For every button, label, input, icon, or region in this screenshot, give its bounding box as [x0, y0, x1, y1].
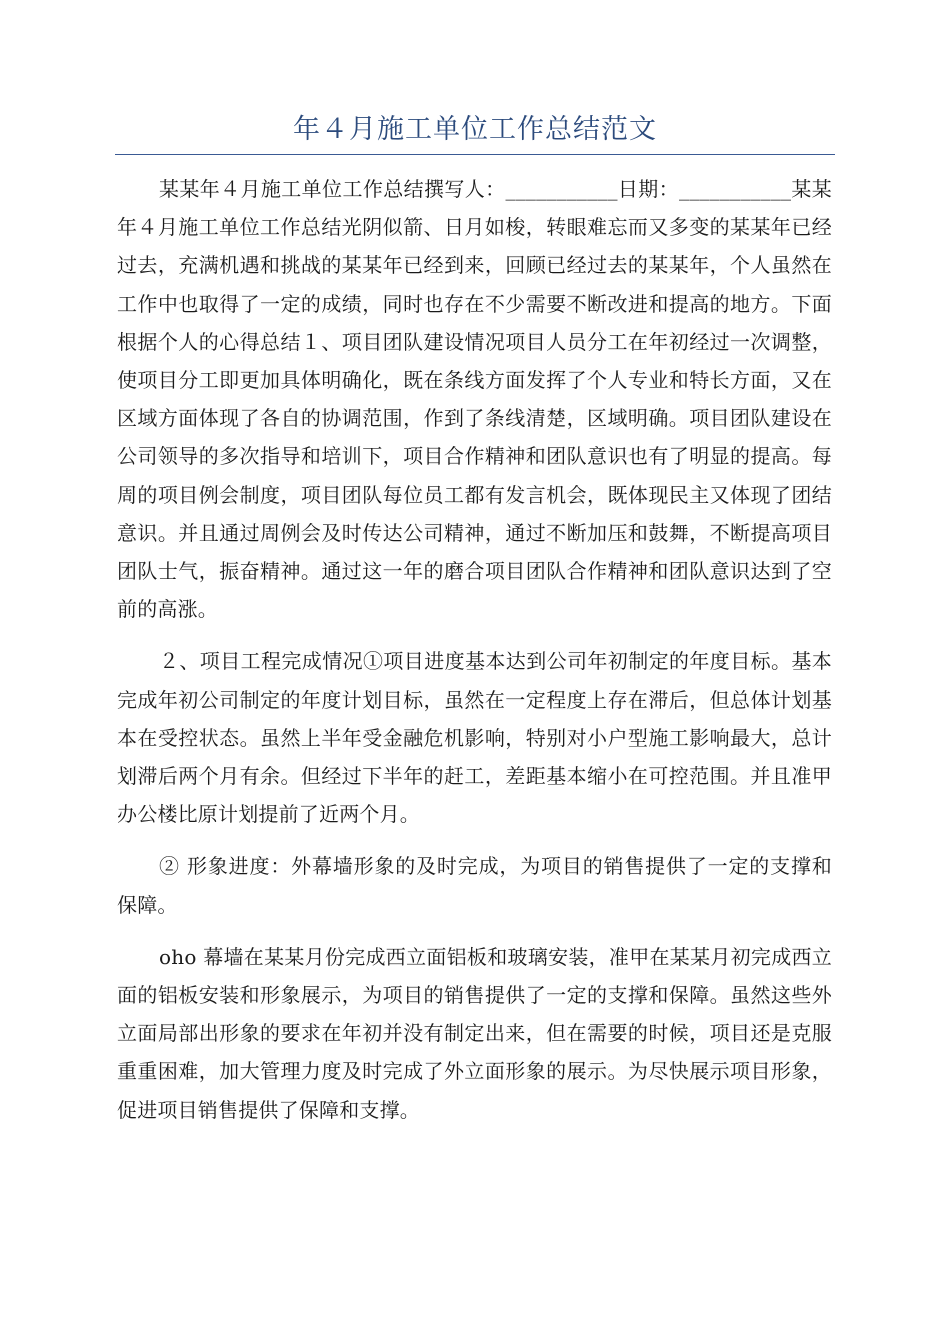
paragraph-intro-team-building: 某某年４月施工单位工作总结撰写人：___________日期：___________某某年４月施工单位工作总结光阴似箭、日月如梭，转眼难忘而又多变的某某年已经过去，充满机遇和挑战的某某年已经到来，回顾已经过去的某某年，个人虽然在工作中也取得了一定的成绩，同时也存在不少需要不断改进和提高的地方。下面根据个人的心得总结１、项目团队建设情况项目人员分工在年初经过一次调整，使项目分工即更加具体明确化，既在条线方面发挥了个人专业和特长方面，又在区域方面体现了各自的协调范围，作到了条线清楚，区域明确。项目团队建设在公司领导的多次指导和培训下，项目合作精神和团队意识也有了明显的提高。每周的项目例会制度，项目团队每位员工都有发言机会，既体现民主又体现了团结意识。并且通过周例会及时传达公司精神，通过不断加压和鼓舞，不断提高项目团队士气，振奋精神。通过这一年的磨合项目团队合作精神和团队意识达到了空前的高涨。: [117, 177, 832, 622]
paragraph-image-progress: ② 形象进度：外幕墙形象的及时完成，为项目的销售提供了一定的支撑和保障。: [117, 854, 832, 917]
paragraph-project-completion: ２、项目工程完成情况①项目进度基本达到公司年初制定的年度目标。基本完成年初公司制定的年度计划目标，虽然在一定程度上存在滞后，但总体计划基本在受控状态。虽然上半年受金融危机影响，特别对小户型施工影响最大，总计划滞后两个月有余。但经过下半年的赶工，差距基本缩小在可控范围。并且准甲办公楼比原计划提前了近两个月。: [117, 649, 832, 827]
paragraph-curtain-wall: oho 幕墙在某某月份完成西立面铝板和玻璃安装，准甲在某某月初完成西立面的铝板安装和形象展示，为项目的销售提供了一定的支撑和保障。虽然这些外立面局部出形象的要求在年初并没有制定出来，但在需要的时候，项目还是克服重重困难，加大管理力度及时完成了外立面形象的展示。为尽快展示项目形象，促进项目销售提供了保障和支撑。: [117, 944, 832, 1122]
document-body: [117, 170, 832, 1143]
title-underline-divider: [115, 154, 835, 155]
document-title: 年４月施工单位工作总结范文: [293, 114, 657, 145]
